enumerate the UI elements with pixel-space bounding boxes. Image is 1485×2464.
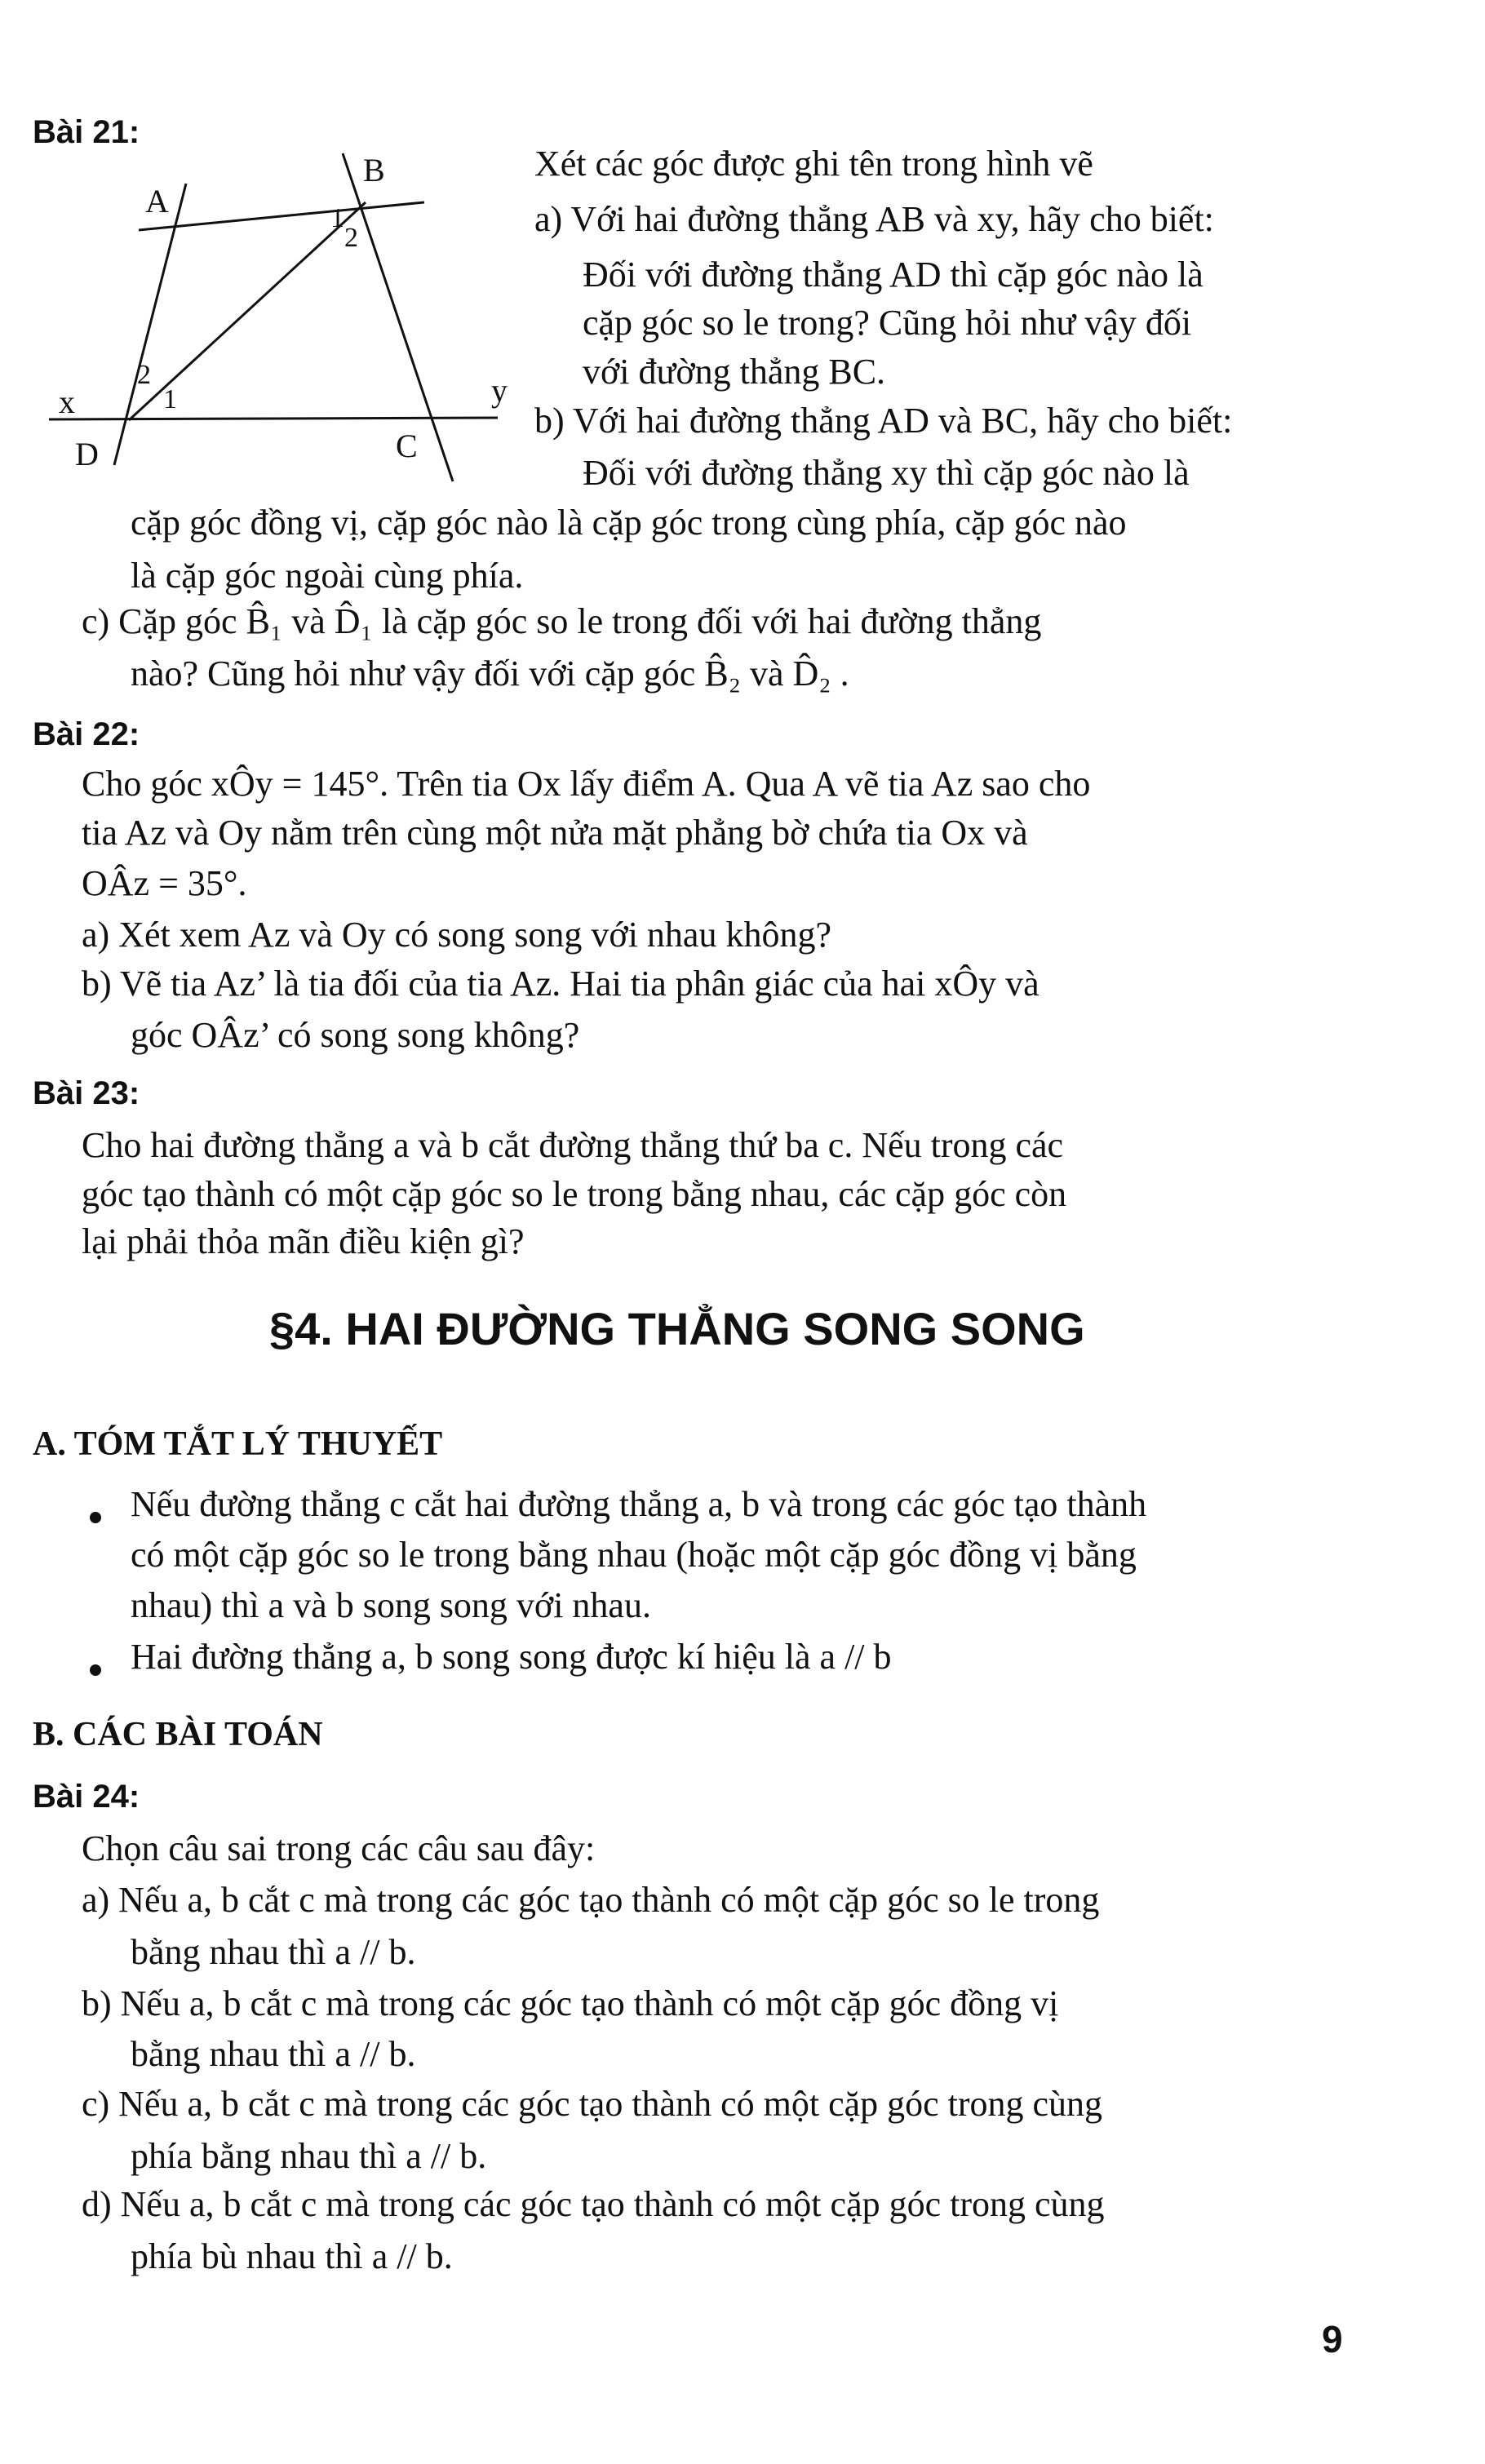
ex21-line-4: cặp góc so le trong? Cũng hỏi như vậy đối — [583, 303, 1192, 343]
bullet-1 — [90, 1512, 101, 1523]
ex24-line-7: phía bằng nhau thì a // b. — [131, 2136, 487, 2176]
ex24-line-2: a) Nếu a, b cắt c mà trong các góc tạo thành có một cặp góc so le trong — [82, 1880, 1100, 1920]
ex21-line-7: Đối với đường thẳng xy thì cặp góc nào là — [583, 453, 1190, 493]
ex24-line-9: phía bù nhau thì a // b. — [131, 2236, 453, 2276]
ex21-line-1: Xét các góc được ghi tên trong hình vẽ — [534, 144, 1093, 184]
label-x: x — [59, 383, 75, 420]
ex22-line-2: tia Az và Oy nằm trên cùng một nửa mặt phẳng bờ chứa tia Ox và — [82, 813, 1028, 853]
ex22-line-4: a) Xét xem Az và Oy có song song với nhau không? — [82, 915, 831, 955]
theory-line-1: Nếu đường thẳng c cắt hai đường thẳng a, b và trong các góc tạo thành — [131, 1484, 1147, 1524]
ex21-line-9: là cặp góc ngoài cùng phía. — [131, 556, 524, 596]
label-D: D — [75, 436, 99, 472]
theory-line-4: Hai đường thẳng a, b song song được kí hiệu là a // b — [131, 1637, 892, 1677]
label-A: A — [145, 183, 169, 219]
ex23-line-3: lại phải thỏa mãn điều kiện gì? — [82, 1221, 525, 1261]
ex24-line-6: c) Nếu a, b cắt c mà trong các góc tạo thành có một cặp góc trong cùng — [82, 2084, 1103, 2124]
label-D2: 2 — [137, 360, 151, 390]
section-title: §4. HAI ĐƯỜNG THẲNG SONG SONG — [269, 1303, 1085, 1354]
label-y: y — [491, 372, 508, 409]
theory-line-3: nhau) thì a và b song song với nhau. — [131, 1585, 651, 1625]
ex24-line-5: bằng nhau thì a // b. — [131, 2034, 416, 2074]
ex22-line-1: Cho góc xÔy = 145°. Trên tia Ox lấy điểm A. Qua A vẽ tia Az sao cho — [82, 764, 1091, 804]
theory-line-2: có một cặp góc so le trong bằng nhau (hoặc một cặp góc đồng vị bằng — [131, 1535, 1137, 1575]
theory-title: A. TÓM TẮT LÝ THUYẾT — [33, 1425, 443, 1463]
problems-title: B. CÁC BÀI TOÁN — [33, 1716, 323, 1753]
ex21-line-11: nào? Cũng hỏi như vậy đối với cặp góc B̂₂ và D̂₂ . — [131, 654, 849, 694]
label-C: C — [396, 428, 418, 464]
ex21-line-3: Đối với đường thẳng AD thì cặp góc nào là — [583, 255, 1204, 295]
label-B: B — [363, 152, 385, 188]
label-B1: 1 — [330, 203, 344, 233]
exercise-22-title: Bài 22: — [33, 716, 140, 752]
page-number: 9 — [1322, 2318, 1343, 2360]
ex21-line-8: cặp góc đồng vị, cặp góc nào là cặp góc trong cùng phía, cặp góc nào — [131, 503, 1127, 543]
label-B2: 2 — [344, 223, 358, 253]
exercise-24-title: Bài 24: — [33, 1779, 140, 1815]
ex24-line-4: b) Nếu a, b cắt c mà trong các góc tạo thành có một cặp góc đồng vị — [82, 1983, 1059, 2023]
bullet-2 — [90, 1664, 101, 1676]
ex23-line-1: Cho hai đường thẳng a và b cắt đường thẳng thứ ba c. Nếu trong các — [82, 1125, 1064, 1165]
label-D1: 1 — [163, 384, 177, 414]
ex21-line-5: với đường thẳng BC. — [583, 352, 886, 392]
ex22-line-3: OÂz = 35°. — [82, 863, 247, 903]
ex22-line-6: góc OÂz’ có song song không? — [131, 1015, 580, 1055]
ex21-line-10: c) Cặp góc B̂₁ và D̂₁ là cặp góc so le trong đối với hai đường thẳng — [82, 601, 1042, 641]
ex21-line-2: a) Với hai đường thẳng AB và xy, hãy cho biết: — [534, 199, 1214, 239]
exercise-23-title: Bài 23: — [33, 1075, 140, 1111]
ex24-line-3: bằng nhau thì a // b. — [131, 1932, 416, 1972]
ex21-line-6: b) Với hai đường thẳng AD và BC, hãy cho biết: — [534, 401, 1233, 441]
ex23-line-2: góc tạo thành có một cặp góc so le trong bằng nhau, các cặp góc còn — [82, 1174, 1067, 1214]
ex24-line-1: Chọn câu sai trong các câu sau đây: — [82, 1828, 596, 1868]
ex24-line-8: d) Nếu a, b cắt c mà trong các góc tạo thành có một cặp góc trong cùng — [82, 2184, 1105, 2224]
ex22-line-5: b) Vẽ tia Az’ là tia đối của tia Az. Hai tia phân giác của hai xÔy và — [82, 964, 1040, 1004]
exercise-21-title: Bài 21: — [33, 114, 140, 150]
quadrilateral-figure — [41, 139, 530, 498]
